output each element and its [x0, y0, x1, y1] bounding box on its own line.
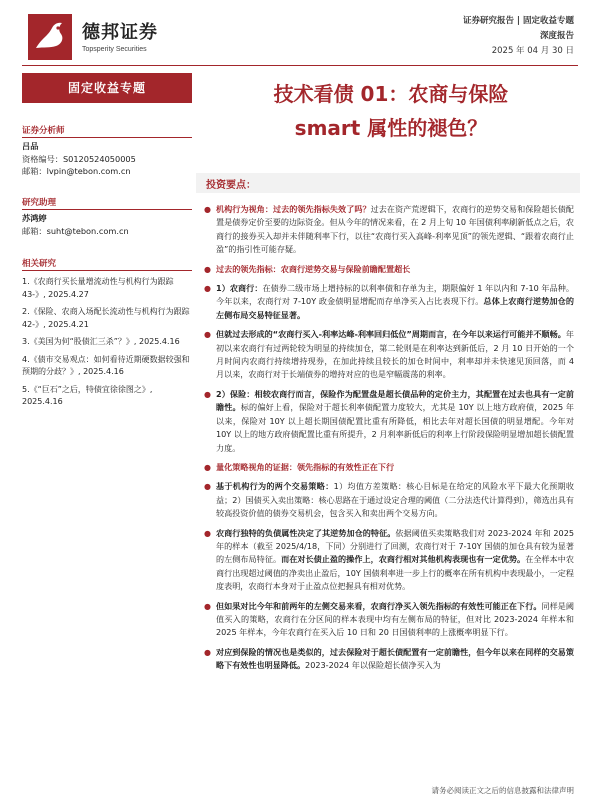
analyst-divider — [22, 137, 192, 138]
footer-disclaimer: 请务必阅读正文之后的信息披露和法律声明 — [431, 786, 574, 795]
report-date: 2025 年 04 月 30 日 — [491, 46, 574, 56]
bullet-icon: ● — [204, 647, 211, 657]
bullet-icon: ● — [204, 462, 211, 472]
report-type: 证券研究报告 | 固定收益专题 — [462, 16, 574, 26]
analyst-name: 吕品 — [22, 141, 39, 151]
paragraph: ● 量化策略视角的证据：领先指标的有效性正在下行 — [204, 461, 574, 474]
analyst-info — [22, 140, 192, 178]
paragraph: ● 基于机构行为的两个交易策略：1）均值方差策略：核心目标是在给定的风险水平下最大化预期收益；2）国债买入卖出策略：核心思路在于通过设定合理的阈值（二分法迭代计算得到），筛选出具有较高投资价值的债券交易机会，包含买入和卖出两个交易方向。 — [204, 481, 574, 519]
related-label: 相关研究 — [22, 259, 57, 269]
report-title-line2: smart 属性的褪色？ — [294, 116, 488, 140]
paragraph: ● 1）农商行：在债券二级市场上增持标的以利率债和存单为主，期限偏好 1 年以内和 7-10 年品种。今年以来，农商行对 7-10Y 政金债明显增配而存单净买入占比表现下行。总体上农商行逆势加仓的左侧布局交易特征显著。 — [204, 283, 574, 320]
bullet-icon: ● — [204, 205, 211, 214]
category-banner: 固定收益专题 — [22, 73, 192, 103]
analyst-cert: 资格编号：S0120524050005 — [22, 153, 136, 164]
assistant-info — [22, 212, 192, 237]
bullet-icon: ● — [204, 330, 211, 340]
bullet-icon: ● — [204, 284, 211, 294]
header-divider — [22, 65, 578, 66]
assistant-divider — [22, 209, 192, 210]
paragraph: ● 机构行为视角：过去的领先指标失效了吗？过去在资产荒逻辑下，农商行的逆势交易和保险超长债配置是债券定价至要的边际资金。但从今年的情况来看，在 2 月上旬 10 年国债利率刷新低点之后，农商行的接券买入却并未伴随利率下行，以往“农商行买入高峰-利率见顶”的领先逻辑、“跟着农商行止盈”的指引性可能存疑。 — [204, 204, 574, 255]
paragraph: ● 但如果对比今年和前两年的左侧交易来看，农商行净买入领先指标的有效性可能正在下行。同样是阈值买入的策略，农商行在分区间的样本表现中均有左侧布局的特征，但对比 2023-2024 年样本和 2025 年样本，今年农商行在买入后 10 日和 20 日国债利率的上涨概率明显下行。 — [204, 600, 574, 638]
related-item[interactable]: 5.《“巨石”之后，特债宜徐徐图之》, 2025.4.16 — [22, 384, 153, 406]
key-points-label: 投资要点： — [206, 180, 256, 191]
logo-name: 德邦证券 — [82, 22, 158, 43]
report-depth: 深度报告 — [539, 31, 574, 41]
report-meta — [463, 14, 574, 59]
related-item[interactable]: 1.《农商行买长量增流动性与机构行为跟踪 43-》, 2025.4.27 — [22, 277, 174, 299]
bullet-icon: ● — [204, 528, 211, 538]
paragraph: ● 但就过去形成的“农商行买入-利率达峰-利率回归低位”周期而言，在今年以来运行可能并不顺畅。年初以来农商行有过两轮较为明显的持续加仓，第二轮则是在利率达到新低后，2 月 10 日开始的一个月时间内农商行持续增持现券，在加此持续且较长的加仓时间中，利率却并未快速见顶回落，而 4 月以来，农商行对于长端债券的增持对应的也是窄幅震荡的利率。 — [204, 329, 574, 380]
report-title-line1: 技术看债 01：农商与保险 — [273, 82, 509, 106]
logo-en: Topsperity Securities — [82, 46, 147, 53]
assistant-label: 研究助理 — [22, 198, 57, 208]
paragraph: ● 过去的领先指标：农商行逆势交易与保险前瞻配置超长 — [204, 263, 574, 276]
related-item[interactable]: 4.《债市交易观点：如何看待近期硬数据较强和预期的分歧？》, 2025.4.16 — [22, 354, 190, 376]
bullet-icon: ● — [204, 601, 211, 611]
analyst-email[interactable]: 邮箱：lvpin@tebon.com.cn — [22, 166, 131, 176]
analyst-label: 证券分析师 — [22, 126, 65, 136]
related-list — [22, 276, 194, 414]
bullet-icon: ● — [204, 389, 211, 399]
assistant-name: 苏鸿婷 — [22, 213, 47, 223]
paragraph: ● 农商行独特的负债属性决定了其逆势加仓的特征。依据阈值买卖策略我们对 2023-2024 年和 2025 年的样本（截至 2025/4/18，下同）分别进行了回测，农商行对于 7-10Y 国债的加仓具有较为显著的左侧布局特征。而在对长债止盈的操作上，农商行相对其他机构表现也有一定优势。在全样本中农商行出现超过阈值的净卖出止盈后，10Y 国债利率进一步上行的概率在所有机构中表现最小，一定程度表明，农商行本身对于止盈点位把握具有相对优势。 — [204, 527, 574, 592]
company-logo-icon — [28, 14, 72, 60]
bullet-icon: ● — [204, 264, 211, 274]
paragraph: ● 对应到保险的情况也是类似的，过去保险对于超长债配置有一定前瞻性，但今年以来在同样的交易策略下有效性也明显降低。2023-2024 年以保险超长债净买入为 — [204, 646, 574, 671]
assistant-email[interactable]: 邮箱：suht@tebon.com.cn — [22, 225, 129, 236]
logo-text — [82, 18, 158, 53]
related-item[interactable]: 3.《美国为何“股债汇三杀”？》, 2025.4.16 — [22, 337, 180, 346]
bullet-icon: ● — [204, 482, 211, 492]
related-divider — [22, 270, 192, 271]
related-item[interactable]: 2.《保险、农商入场配长流动性与机构行为跟踪 42-》, 2025.4.21 — [22, 307, 190, 329]
report-body — [204, 203, 574, 679]
paragraph: ● 2）保险：相较农商行而言，保险作为配置盘是超长债品种的定价主力，其配置在过去也具有一定前瞻性。标的偏好上看，保险对于超长利率债配置力度较大，尤其是 10Y 以上地方政府债，2025 年以来，保险对 10Y 以上超长期国债配置比重有所降低，相比去年对超长国债的明显增配。今年对 10Y 以上的地方政府债配置比重有所提升，2 月利率新低后的利率上行阶段保险明显增加超长债配置力度。 — [204, 388, 574, 453]
